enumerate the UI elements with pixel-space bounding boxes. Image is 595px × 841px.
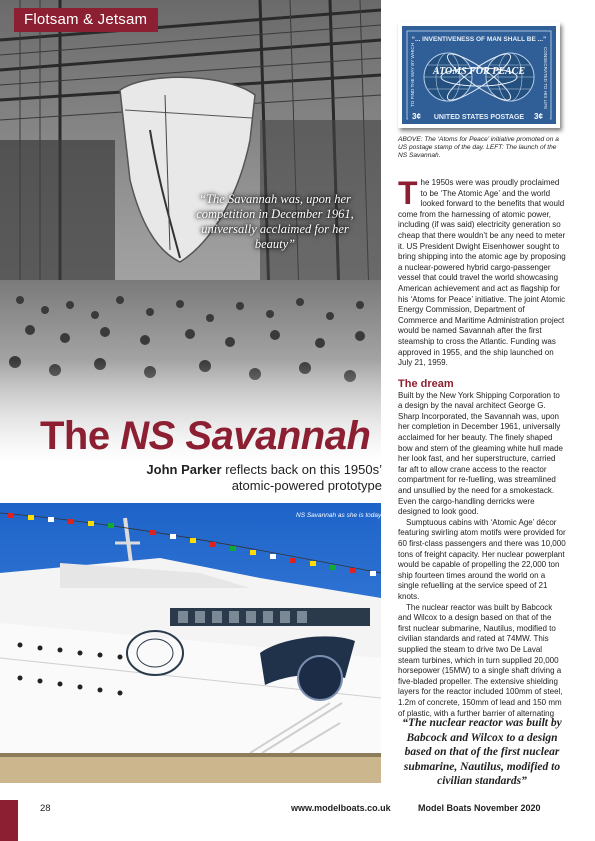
headline-emphasis: NS Savannah bbox=[120, 414, 371, 458]
headline-prefix: The bbox=[40, 414, 121, 458]
body-paragraph-3: Sumptuous cabins with ‘Atomic Age’ décor featuring swirling atom motifs were provided for 60 first-class passengers and there was 10,000 tons of freight capacity. Her nuclear powerplant would be capable of propelling the 22,000 ton ship fourteen times around the world on a single refuelling at the service speed of 21 knots. bbox=[398, 517, 566, 601]
stamp-right-text: CONSECRATED TO HIS LIFE bbox=[543, 47, 548, 110]
footer-url[interactable]: www.modelboats.co.uk bbox=[291, 803, 391, 813]
stamp-left-text: TO FIND THE WAY BY WHICH bbox=[410, 43, 415, 107]
stamp-bottom-text: UNITED STATES POSTAGE bbox=[433, 114, 525, 121]
ship-photo-caption: NS Savannah as she is today. bbox=[296, 512, 383, 519]
section-tab: Flotsam & Jetsam bbox=[14, 8, 158, 32]
body-pullquote: “The nuclear reactor was built by Babcock and Wilcox to a design based on that of the first nuclear submarine, Nautilus, modified to civilian standards” bbox=[402, 717, 562, 787]
subhead-the-dream: The dream bbox=[398, 377, 454, 390]
footer-issue: Model Boats November 2020 bbox=[418, 803, 541, 813]
article-body bbox=[398, 175, 566, 719]
standfirst-author: John Parker bbox=[146, 462, 222, 477]
photo-pullquote: “The Savannah was, upon her competition in December 1961, universally acclaimed for her beauty” bbox=[196, 192, 354, 251]
ship-photo bbox=[0, 503, 381, 783]
body-paragraph-2: Built by the New York Shipping Corporation to a design by the naval architect George G. Sharp Incorporated, the Savannah was, upon her completion in December 1961, universally acclaimed for her beauty. The finely shaped bow and stern of the gleaming white hull made her look fast, and her superstructure, carried far aft to allow crane access to the reactor compartment for re-fuelling, was streamlined and unsullied by the need for a smokestack. Even the cargo-handling derricks were designed to look good. bbox=[398, 390, 563, 517]
stamp-value-left: 3¢ bbox=[412, 112, 421, 121]
stamp-top-text: “... INVENTIVENESS OF MAN SHALL BE ...” bbox=[411, 36, 547, 43]
body-paragraph-4: The nuclear reactor was built by Babcock and Wilcox to a design based on that of the first nuclear submarine, Nautilus, modified to civilian standards and rated at 74MW. This supplied the steam to drive two De Laval steam turbines, which in turn supplied 20,000 horsepower (15MW) to a single shaft driving a five-bladed propeller. The extensive shielding layers for the reactor included 100mm of steel, 1.2m of concrete, 150mm of lead and 150 mm of plastic, with a further barrier of alternating bbox=[398, 602, 563, 718]
atoms-for-peace-stamp bbox=[398, 22, 560, 128]
body-paragraph-1-text: he 1950s were was proudly proclaimed to be ‘The Atomic Age’ and the world looked forward to the benefits that would come from the harnessing of atomic power, including (if was said) electricity generation so cheap that there wouldn’t be any need to meter it. US President Dwight Eisenhower sought to bring shipping into the atomic age by proposing a nuclear-powered hybrid cargo-passenger vessel that could travel the world showcasing American achievement and act as flagship for his ‘Atoms for Peace’ initiative. The joint Atomic Energy Commission, Department of Commerce and Maritime Administration project would be named Savannah after the first steamship to cross the Atlantic. Funding was approved in 1955, and the ship launched on July 21, 1959. bbox=[398, 178, 566, 368]
standfirst-text: reflects back on this 1950s’ atomic-powered prototype bbox=[221, 462, 382, 493]
body-paragraph-1 bbox=[398, 175, 566, 369]
dropcap: T bbox=[398, 175, 418, 211]
headline bbox=[40, 414, 384, 458]
standfirst bbox=[120, 462, 382, 494]
stamp-value-right: 3¢ bbox=[534, 112, 543, 121]
stamp-center-text: ATOMS FOR PEACE bbox=[432, 66, 526, 77]
stamp-caption: ABOVE: The ‘Atoms for Peace’ initiative promoted on a US postage stamp of the day. LEFT: The launch of the NS Savannah. bbox=[398, 136, 559, 160]
page-number: 28 bbox=[40, 803, 51, 814]
footer-accent-bar bbox=[0, 800, 18, 841]
